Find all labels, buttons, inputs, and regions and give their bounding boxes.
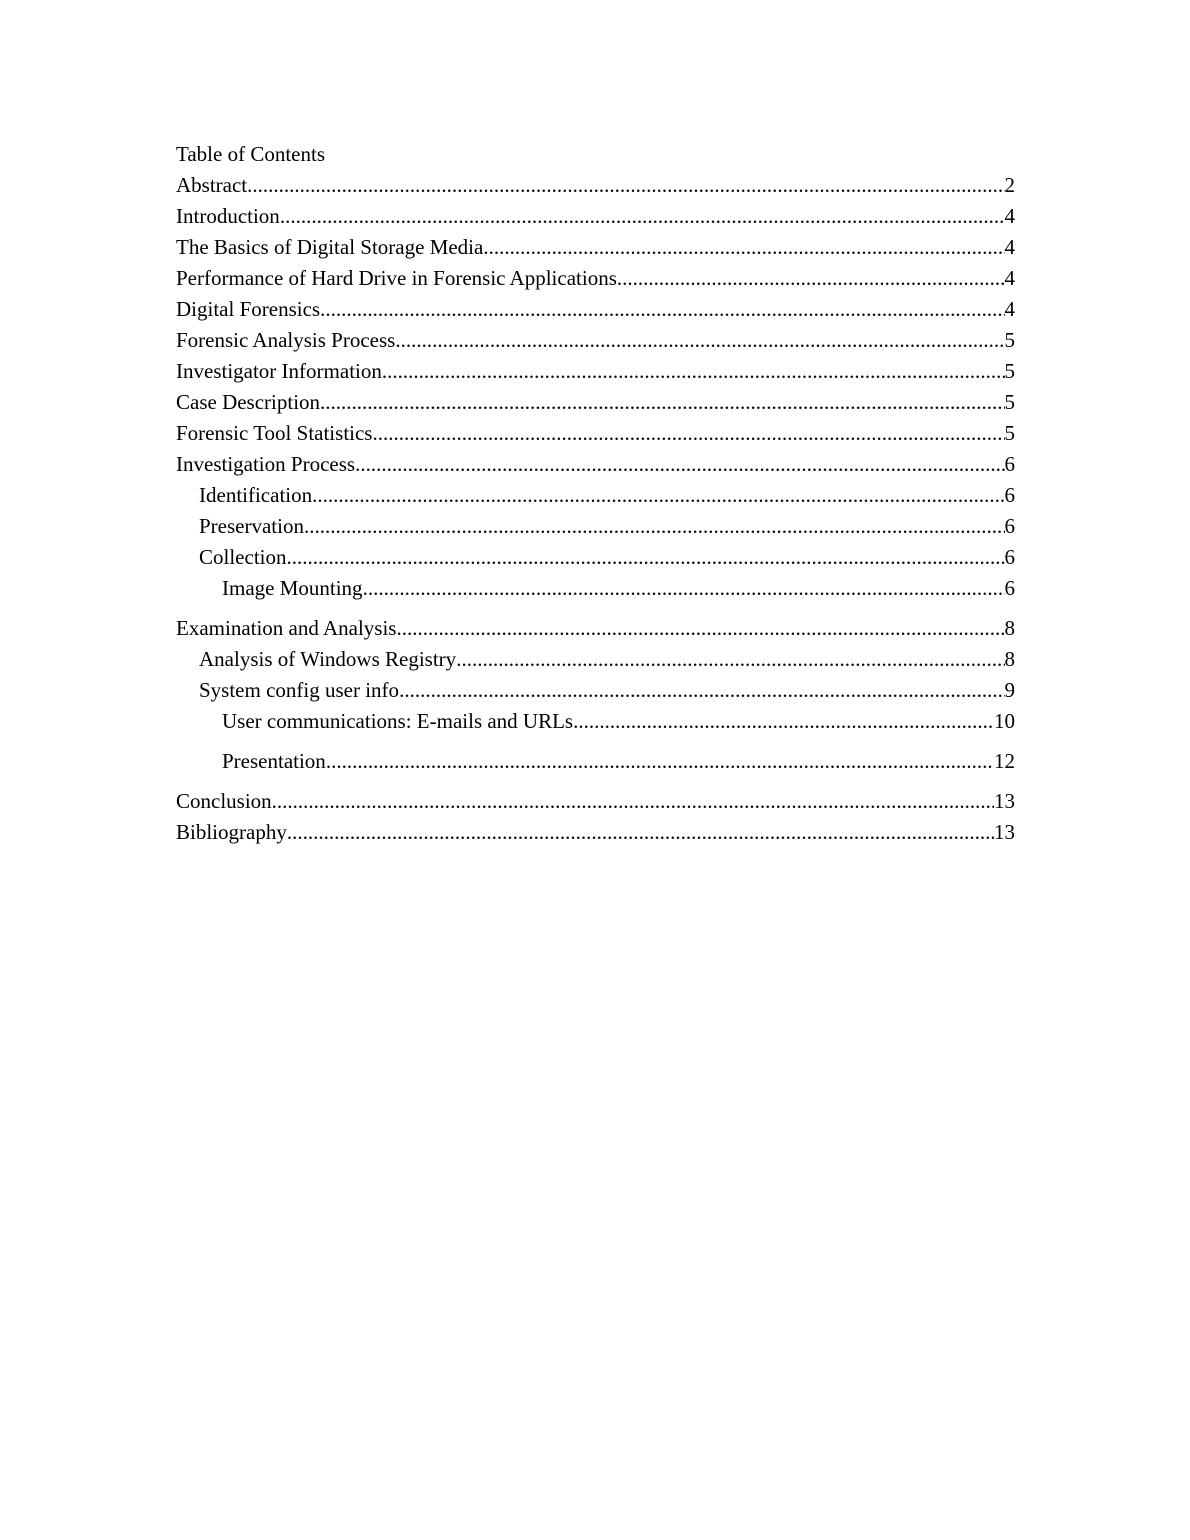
toc-entry-identification[interactable]	[176, 480, 1015, 511]
toc-page-number: 9	[1004, 678, 1015, 702]
toc-entry-examination-and-analysis[interactable]	[176, 613, 1015, 644]
toc-page-number: 4	[1004, 266, 1015, 290]
toc-dot-leader	[382, 356, 1005, 387]
toc-entry-label: Investigation Process	[176, 452, 356, 476]
toc-dot-leader	[573, 706, 994, 737]
toc-entry-user-communications[interactable]	[176, 706, 1015, 737]
toc-dot-leader	[483, 232, 1004, 263]
toc-entry-digital-forensics[interactable]	[176, 294, 1015, 325]
toc-entry-performance-of-hard-drive[interactable]	[176, 263, 1015, 294]
toc-page-number: 8	[1004, 647, 1015, 671]
toc-entry-presentation[interactable]	[176, 746, 1015, 777]
toc-page-number: 4	[1004, 297, 1015, 321]
toc-title: Table of Contents	[176, 142, 325, 166]
toc-entry-label: Abstract	[176, 173, 248, 197]
toc-page-number: 4	[1004, 204, 1015, 228]
toc-page-number: 5	[1004, 421, 1015, 445]
toc-dot-leader	[456, 644, 1004, 675]
toc-dot-leader	[287, 817, 994, 848]
toc-entry-label: Introduction	[176, 204, 280, 228]
toc-page-number: 5	[1004, 359, 1015, 383]
toc-dot-leader	[320, 387, 1004, 418]
toc-page-number: 6	[1004, 483, 1015, 507]
toc-entry-analysis-of-windows-registry[interactable]	[176, 644, 1015, 675]
toc-page-number: 8	[1004, 616, 1015, 640]
toc-entry-label: System config user info	[199, 678, 400, 702]
toc-dot-leader	[399, 675, 1004, 706]
toc-dot-leader	[617, 263, 1005, 294]
toc-dot-leader	[247, 170, 1004, 201]
toc-dot-leader	[280, 201, 1005, 232]
toc-entry-label: Digital Forensics	[176, 297, 321, 321]
toc-dot-leader	[395, 325, 1004, 356]
toc-entry-label: Examination and Analysis	[176, 616, 397, 640]
toc-dot-leader	[304, 511, 1005, 542]
toc-dot-leader	[326, 746, 994, 777]
toc-page-number: 6	[1004, 576, 1015, 600]
toc-entry-label: Identification	[199, 483, 313, 507]
toc-entry-label: Analysis of Windows Registry	[199, 647, 457, 671]
toc-entry-label: Preservation	[199, 514, 304, 538]
toc-page-number: 12	[994, 749, 1015, 773]
toc-entry-label: Case Description	[176, 390, 321, 414]
toc-entry-preservation[interactable]	[176, 511, 1015, 542]
toc-dot-leader	[363, 573, 1005, 604]
toc-dot-leader	[312, 480, 1004, 511]
toc-entry-investigation-process[interactable]	[176, 449, 1015, 480]
toc-entry-conclusion[interactable]	[176, 786, 1015, 817]
toc-entry-label: Presentation	[222, 749, 326, 773]
toc-entry-label: Image Mounting	[222, 576, 363, 600]
toc-page-number: 6	[1004, 514, 1015, 538]
toc-entry-label: Collection	[199, 545, 287, 569]
toc-entry-basics-of-digital-storage-media[interactable]	[176, 232, 1015, 263]
toc-dot-leader	[287, 542, 1005, 573]
toc-entry-label: Forensic Tool Statistics	[176, 421, 373, 445]
toc-entry-label: User communications: E-mails and URLs	[222, 709, 574, 733]
toc-entry-case-description[interactable]	[176, 387, 1015, 418]
toc-dot-leader	[320, 294, 1004, 325]
toc-entry-forensic-analysis-process[interactable]	[176, 325, 1015, 356]
toc-page-number: 6	[1004, 545, 1015, 569]
toc-dot-leader	[272, 786, 994, 817]
toc-page-number: 4	[1004, 235, 1015, 259]
toc-entry-image-mounting[interactable]	[176, 573, 1015, 604]
toc-entry-introduction[interactable]	[176, 201, 1015, 232]
toc-page-number: 10	[994, 709, 1015, 733]
toc-entry-label: The Basics of Digital Storage Media	[176, 235, 484, 259]
toc-entry-bibliography[interactable]	[176, 817, 1015, 848]
table-of-contents	[176, 139, 1015, 848]
toc-page-number: 13	[994, 789, 1015, 813]
toc-entry-label: Conclusion	[176, 789, 272, 813]
toc-page-number: 6	[1004, 452, 1015, 476]
toc-entry-investigator-information[interactable]	[176, 356, 1015, 387]
toc-page-number: 2	[1004, 173, 1015, 197]
toc-entry-label: Forensic Analysis Process	[176, 328, 396, 352]
toc-entry-system-config-user-info[interactable]	[176, 675, 1015, 706]
toc-entry-forensic-tool-statistics[interactable]	[176, 418, 1015, 449]
toc-entry-abstract[interactable]	[176, 170, 1015, 201]
toc-entry-label: Bibliography	[176, 820, 287, 844]
toc-dot-leader	[355, 449, 1004, 480]
toc-page-number: 5	[1004, 390, 1015, 414]
toc-page-number: 13	[994, 820, 1015, 844]
toc-entry-label: Investigator Information	[176, 359, 382, 383]
toc-entry-label: Performance of Hard Drive in Forensic Applications	[176, 266, 617, 290]
toc-page-number: 5	[1004, 328, 1015, 352]
toc-dot-leader	[396, 613, 1004, 644]
toc-dot-leader	[372, 418, 1004, 449]
toc-entry-collection[interactable]	[176, 542, 1015, 573]
